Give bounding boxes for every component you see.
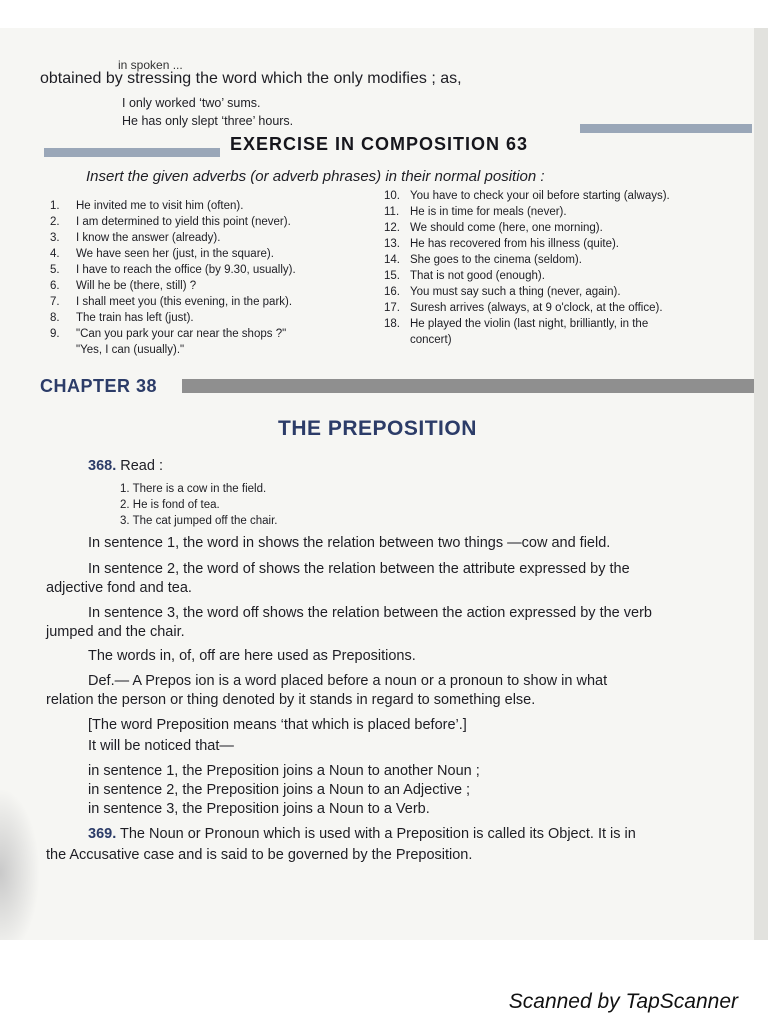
exercise-item-text: I am determined to yield this point (never). (76, 216, 291, 228)
exercise-item-number: 18. (384, 318, 400, 330)
exercise-item (50, 296, 292, 309)
paragraph-1: In sentence 1, the word in shows the relation between two things —cow and field. (88, 535, 611, 551)
section-368 (88, 458, 163, 474)
read-label: Read : (120, 458, 163, 474)
exercise-item (384, 206, 567, 219)
definition-b: relation the person or thing denoted by it stands in regard to something else. (46, 692, 536, 708)
exercise-item (384, 270, 545, 283)
section-369 (88, 826, 636, 842)
exercise-item (50, 216, 291, 229)
exercise-item (384, 334, 452, 347)
exercise-bar-right (580, 124, 752, 133)
example-only-1: I only worked ‘two’ sums. (122, 96, 261, 110)
section-number-369: 369. (88, 826, 117, 842)
example-2: 2. He is fond of tea. (120, 499, 220, 511)
exercise-item-text: We have seen her (just, in the square). (76, 248, 274, 260)
exercise-item (384, 286, 621, 299)
exercise-item-number: 11. (384, 206, 400, 218)
chapter-title: THE PREPOSITION (278, 417, 477, 440)
exercise-item-number: 4. (50, 248, 60, 260)
exercise-item (50, 328, 286, 341)
paragraph-2b: adjective fond and tea. (46, 580, 192, 596)
bracket-note: [The word Preposition means ‘that which is placed before’.] (88, 717, 467, 733)
exercise-item (384, 238, 619, 251)
exercise-item-number: 16. (384, 286, 400, 298)
paragraph-3b: jumped and the chair. (46, 624, 185, 640)
summary-2: in sentence 2, the Preposition joins a Noun to an Adjective ; (88, 782, 471, 798)
exercise-item (50, 344, 184, 357)
example-only-2: He has only slept ‘three’ hours. (122, 114, 294, 128)
page-shadow (0, 788, 40, 940)
exercise-item-number: 14. (384, 254, 400, 266)
definition-a: Def.— A Prepos ion is a word placed before a noun or a pronoun to show in what (88, 673, 608, 689)
example-1: 1. There is a cow in the field. (120, 483, 267, 495)
exercise-item-number: 7. (50, 296, 60, 308)
exercise-item-text: "Yes, I can (usually)." (76, 344, 185, 356)
exercise-item (50, 200, 243, 213)
exercise-item-text: I shall meet you (this evening, in the park). (76, 296, 293, 308)
paragraph-4: The words in, of, off are here used as Prepositions. (88, 648, 416, 664)
example-3: 3. The cat jumped off the chair. (120, 515, 278, 527)
exercise-item-text: You have to check your oil before starting (always). (410, 190, 670, 202)
exercise-instruction: Insert the given adverbs (or adverb phrases) in their normal position : (86, 168, 545, 185)
exercise-title: EXERCISE IN COMPOSITION 63 (230, 134, 529, 154)
exercise-item-number: 10. (384, 190, 400, 202)
exercise-item-number: 13. (384, 238, 400, 250)
exercise-item-number: 2. (50, 216, 60, 228)
summary-1: in sentence 1, the Preposition joins a Noun to another Noun ; (88, 763, 480, 779)
exercise-item (384, 318, 648, 331)
exercise-item-text: He played the violin (last night, brilliantly, in the (410, 318, 649, 330)
cut-off-line: in spoken ... (118, 58, 183, 72)
noticed-line: It will be noticed that— (88, 738, 234, 754)
exercise-item-number: 1. (50, 200, 60, 212)
exercise-item-text: I know the answer (already). (76, 232, 221, 244)
exercise-item-number: 3. (50, 232, 60, 244)
scanner-watermark: Scanned by TapScanner (508, 990, 738, 1013)
exercise-item (384, 222, 603, 235)
exercise-item-text: Will he be (there, still) ? (76, 280, 197, 292)
chapter-label: CHAPTER 38 (40, 376, 158, 396)
intro-line: obtained by stressing the word which the only modifies ; as, (40, 70, 462, 87)
exercise-item-text: We should come (here, one morning). (410, 222, 603, 234)
exercise-item-text: The train has left (just). (76, 312, 194, 324)
exercise-item-text: "Can you park your car near the shops ?" (76, 328, 287, 340)
exercise-item-text: He has recovered from his illness (quite). (410, 238, 619, 250)
exercise-item-text: He is in time for meals (never). (410, 206, 567, 218)
chapter-bar (182, 379, 754, 393)
exercise-item (50, 280, 196, 293)
exercise-item-text: She goes to the cinema (seldom). (410, 254, 582, 266)
exercise-item (50, 248, 274, 261)
exercise-item-number: 15. (384, 270, 400, 282)
exercise-item-number: 5. (50, 264, 60, 276)
exercise-item-text: concert) (410, 334, 452, 346)
exercise-item-text: That is not good (enough). (410, 270, 545, 282)
exercise-item-text: You must say such a thing (never, again). (410, 286, 621, 298)
exercise-item (384, 254, 582, 267)
exercise-item (384, 190, 670, 203)
summary-3: in sentence 3, the Preposition joins a Noun to a Verb. (88, 801, 430, 817)
exercise-item-text: He invited me to visit him (often). (76, 200, 244, 212)
exercise-item (50, 232, 220, 245)
exercise-item-number: 8. (50, 312, 60, 324)
exercise-item-number: 9. (50, 328, 60, 340)
paragraph-369a: The Noun or Pronoun which is used with a Preposition is called its Object. It is in (120, 826, 636, 842)
paragraph-2a: In sentence 2, the word of shows the relation between the attribute expressed by the (88, 561, 630, 577)
paragraph-3a: In sentence 3, the word off shows the relation between the action expressed by the verb (88, 605, 652, 621)
exercise-item-text: Suresh arrives (always, at 9 o'clock, at the office). (410, 302, 663, 314)
exercise-item-number: 12. (384, 222, 400, 234)
exercise-item-number: 6. (50, 280, 60, 292)
scanned-page (0, 28, 768, 940)
exercise-item-text: I have to reach the office (by 9.30, usually). (76, 264, 296, 276)
exercise-bar-left (44, 148, 220, 157)
exercise-item (50, 312, 194, 325)
exercise-item (384, 302, 663, 315)
paragraph-369b: the Accusative case and is said to be governed by the Preposition. (46, 847, 473, 863)
exercise-item-number: 17. (384, 302, 400, 314)
exercise-item (50, 264, 296, 277)
section-number-368: 368. (88, 458, 117, 474)
